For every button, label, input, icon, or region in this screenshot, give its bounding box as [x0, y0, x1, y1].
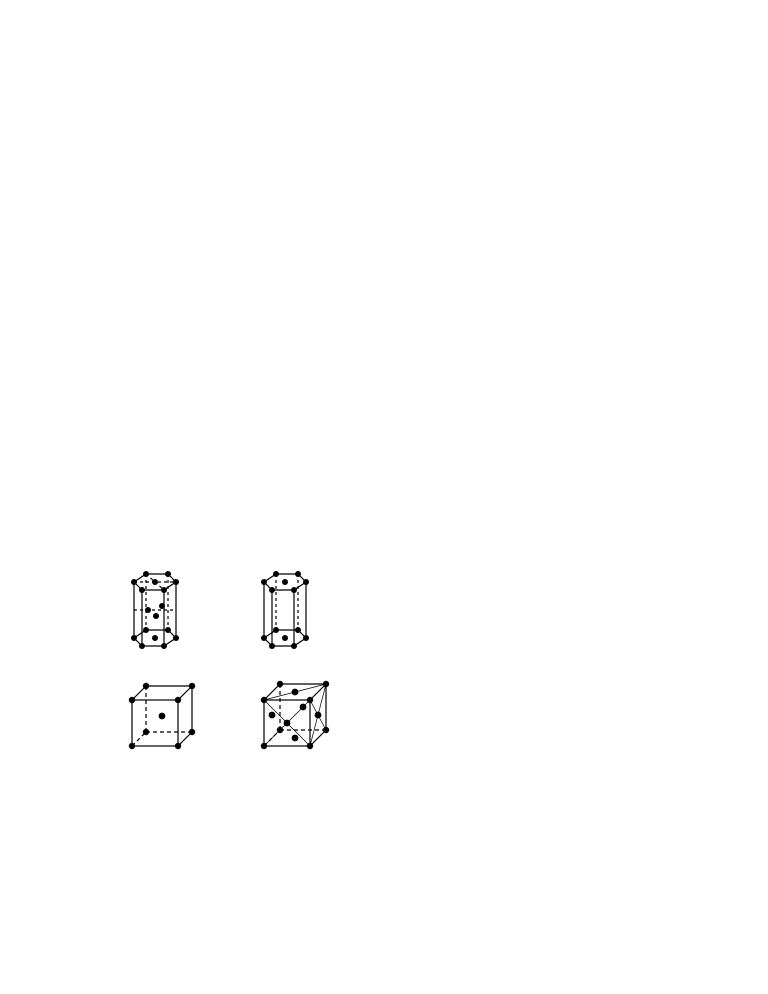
fcc-cell-diagram — [261, 681, 329, 749]
bcc-cell-diagram — [129, 683, 195, 749]
hex-cell-diagram — [261, 571, 309, 649]
figure-110a-bcc-spheres — [452, 40, 666, 172]
figure-109-unit-cells — [120, 570, 360, 775]
figure-110b-fcc-spheres — [452, 204, 666, 324]
hcp-cell-diagram — [131, 571, 179, 649]
figure-108-crystal — [140, 352, 340, 530]
